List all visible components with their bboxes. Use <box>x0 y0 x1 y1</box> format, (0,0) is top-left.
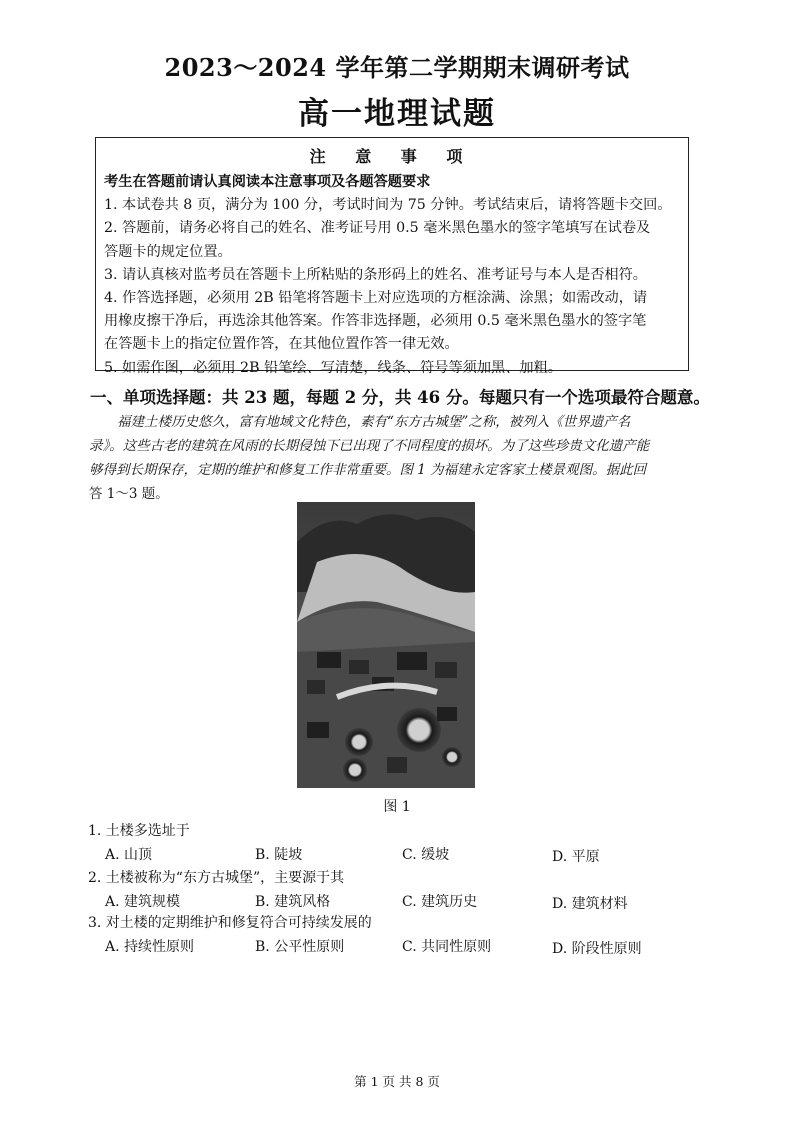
notice-line: 在答题卡上的指定位置作答，在其他位置作答一律无效。 <box>104 336 459 353</box>
page-number: 第 1 页 共 8 页 <box>354 1074 440 1089</box>
option-d: D. 平原 <box>552 849 600 865</box>
notice-line: 答题卡的规定位置。 <box>104 243 232 260</box>
notice-box <box>95 137 689 376</box>
option-b: B. 陡坡 <box>255 847 303 863</box>
option-a: A. 建筑规模 <box>105 894 181 910</box>
tulou-landscape-photo <box>297 502 475 788</box>
notice-heading: 注 意 事 项 <box>309 147 475 166</box>
notice-line: 考生在答题前请认真阅读本注意事项及各题答题要求 <box>104 174 431 190</box>
passage-line: 录》。这些古老的建筑在风雨的长期侵蚀下已出现了不同程度的损坏。为了这些珍贵文化遗产能 <box>89 438 650 454</box>
exam-subtitle: 高一地理试题 <box>298 96 496 132</box>
option-a: A. 持续性原则 <box>105 939 195 955</box>
option-c: C. 共同性原则 <box>402 939 492 955</box>
option-d: D. 阶段性原则 <box>552 941 642 957</box>
option-d: D. 建筑材料 <box>552 896 628 912</box>
option-b: B. 公平性原则 <box>255 939 345 955</box>
passage-line: 够得到长期保存，定期的维护和修复工作非常重要。图 1 为福建永定客家土楼景观图。据此回 <box>89 462 647 478</box>
question-stem: 2. 土楼被称为“东方古城堡”，主要源于其 <box>88 870 345 886</box>
question-stem: 3. 对土楼的定期维护和修复符合可持续发展的 <box>88 915 372 931</box>
notice-line: 5. 如需作图，必须用 2B 铅笔绘、写清楚，线条、符号等须加黑、加粗。 <box>104 359 562 376</box>
passage-line: 答 1～3 题。 <box>89 486 169 502</box>
option-a: A. 山顶 <box>105 847 153 863</box>
option-b: B. 建筑风格 <box>255 894 331 910</box>
notice-line: 4. 作答选择题，必须用 2B 铅笔将答题卡上对应选项的方框涂满、涂黑；如需改动，请 <box>104 290 648 307</box>
question-stem: 1. 土楼多选址于 <box>88 823 190 839</box>
notice-line: 1. 本试卷共 8 页，满分为 100 分，考试时间为 75 分钟。考试结束后，请将答题卡交回。 <box>104 197 672 214</box>
reading-passage <box>89 410 701 506</box>
figure-caption: 图 1 <box>383 799 411 815</box>
notice-line: 用橡皮擦干净后，再选涂其他答案。作答非选择题，必须用 0.5 毫米黑色墨水的签字笔 <box>104 313 647 330</box>
notice-line: 2. 答题前，请务必将自己的姓名、准考证号用 0.5 毫米黑色墨水的签字笔填写在试卷及 <box>104 220 651 237</box>
section-heading: 一、单项选择题：共 23 题，每题 2 分，共 46 分。每题只有一个选项最符合题意。 <box>90 388 710 407</box>
notice-line: 3. 请认真核对监考员在答题卡上所粘贴的条形码上的姓名、准考证号与本人是否相符。 <box>104 266 647 283</box>
passage-line: 福建土楼历史悠久，富有地域文化特色，素有“东方古城堡”之称，被列入《世界遗产名 <box>117 414 631 430</box>
option-c: C. 建筑历史 <box>402 894 478 910</box>
exam-title: 2023～2024 学年第二学期期末调研考试 <box>164 53 630 82</box>
option-c: C. 缓坡 <box>402 847 450 863</box>
